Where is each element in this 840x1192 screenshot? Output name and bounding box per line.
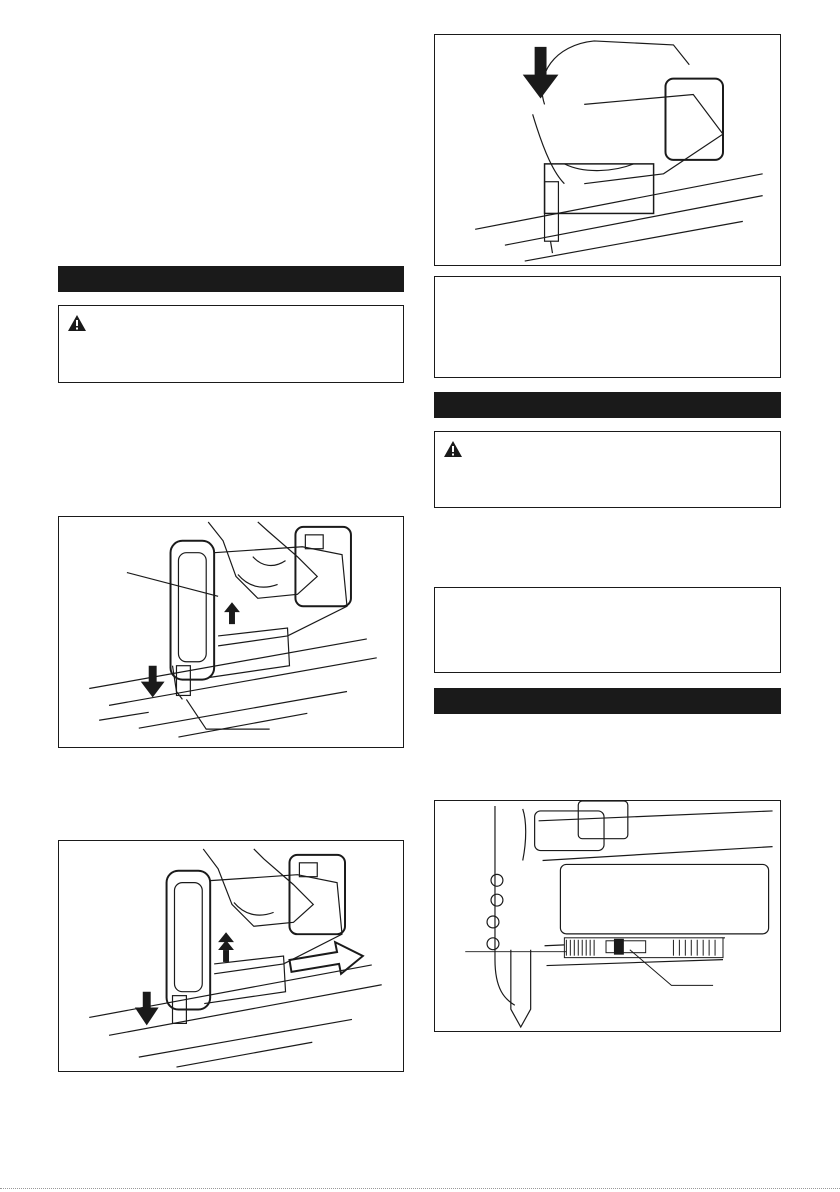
- note-box-right-2: [434, 587, 781, 673]
- figure-nailer-contact-actuation: [58, 516, 404, 748]
- warning-box-left: [58, 305, 404, 383]
- warning-box-right: [434, 431, 781, 508]
- section-header-bar-right-1: [434, 392, 781, 418]
- warning-triangle-icon: [443, 440, 463, 461]
- figure-nailer-bump-fire: [58, 840, 404, 1072]
- section-header-bar-left: [58, 266, 404, 292]
- note-box-right-1: [434, 276, 781, 378]
- figure-nailer-press-down: [434, 34, 781, 266]
- warning-triangle-icon: [67, 314, 87, 335]
- figure-magazine-detail: [434, 800, 781, 1032]
- page-bottom-rule: [0, 1188, 840, 1189]
- section-header-bar-right-2: [434, 688, 781, 714]
